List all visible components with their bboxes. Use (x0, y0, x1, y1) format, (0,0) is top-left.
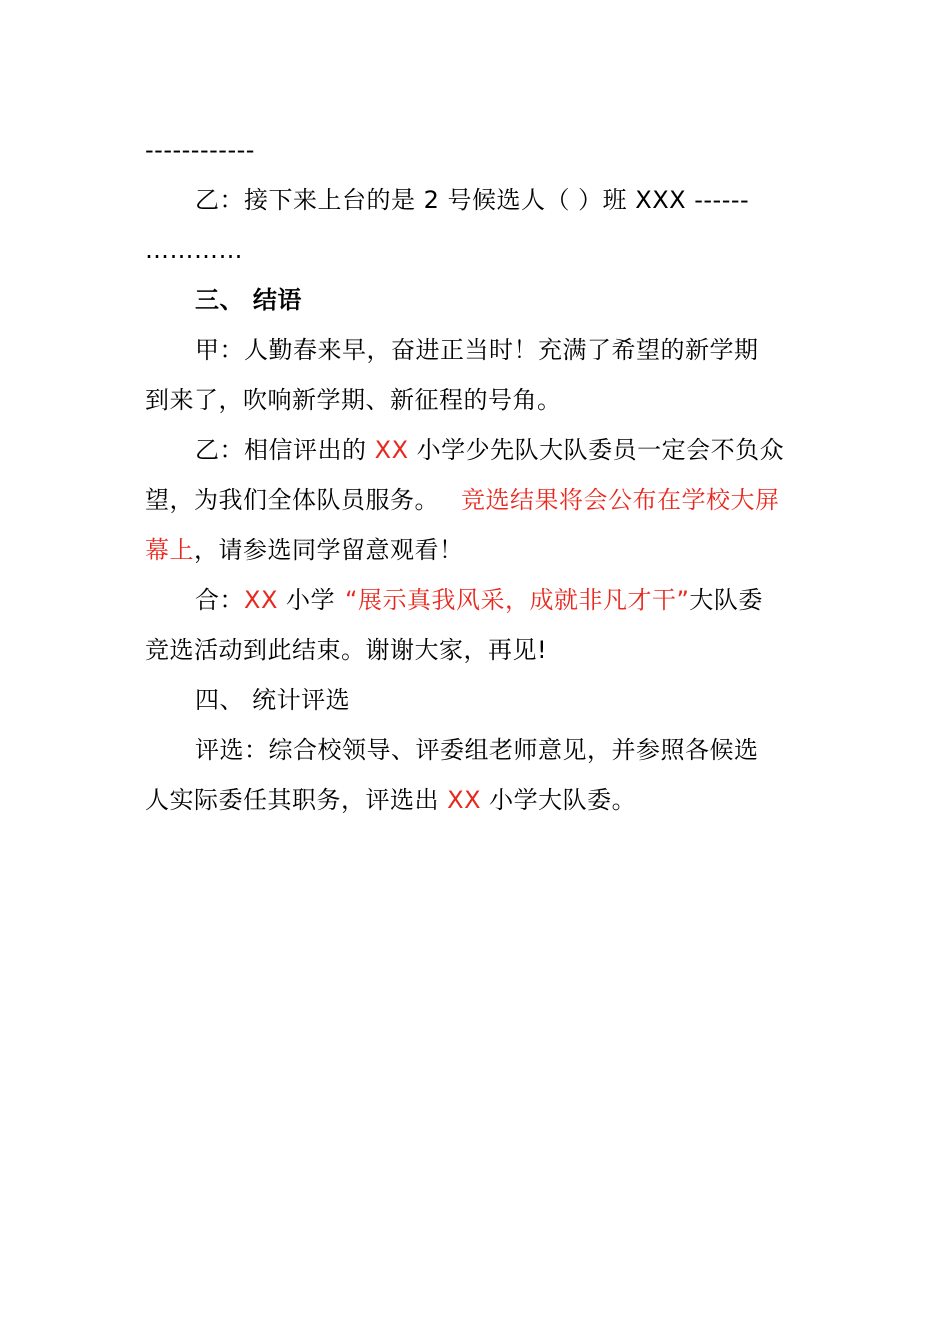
ellipsis-line: ………… (145, 236, 243, 264)
yi-line-1-prefix: 乙：相信评出的 (195, 436, 375, 464)
jia-line-2: 到来了，吹响新学期、新征程的号角。 (145, 386, 562, 414)
yi-line-2 (145, 484, 810, 516)
selection-line-1: 评选：综合校领导、评委组老师意见，并参照各候选 (195, 736, 759, 764)
school-name-highlight: XX (447, 786, 482, 814)
selection-line-2-suffix: 小学大队委。 (481, 786, 637, 814)
he-line-1-suffix: 大队委 (689, 586, 763, 614)
jia-line-1: 甲：人勤春来早，奋进正当时！充满了希望的新学期 (195, 336, 759, 364)
yi-line-1 (195, 434, 810, 466)
speaker-yi: 乙： (195, 186, 244, 214)
continuation-dashes: ------------ (145, 136, 255, 164)
school-name-highlight: XX (374, 436, 409, 464)
he-line-1 (195, 584, 810, 616)
candidate-intro-text: 接下来上台的是 2 号候选人（ ）班 XXX ------ (244, 186, 750, 214)
event-slogan-highlight: “展示真我风采，成就非凡才干” (345, 586, 690, 614)
he-line-2: 竞选活动到此结束。谢谢大家，再见! (145, 636, 548, 664)
yi-line-3-text: ，请参选同学留意观看！ (194, 536, 464, 564)
section-three-heading: 三、 结语 (195, 286, 302, 314)
yi-line-3 (145, 534, 810, 566)
he-line-1-school-suffix: 小学 (277, 586, 336, 614)
selection-line-2-prefix: 人实际委任其职务，评选出 (145, 786, 448, 814)
yi-line-2-text: 望，为我们全体队员服务。 (145, 486, 439, 514)
school-name-highlight: XX (244, 586, 278, 614)
result-notice-highlight: 竞选结果将会公布在学校大屏 (461, 486, 780, 514)
he-line-1-prefix: 合： (195, 586, 244, 614)
section-four-heading: 四、 统计评选 (195, 686, 351, 714)
selection-line-2 (145, 784, 810, 816)
yi-line-1-suffix: 小学少先队大队委员一定会不负众 (408, 436, 785, 464)
result-notice-highlight-end: 幕上 (145, 536, 194, 564)
candidate-intro-line (195, 184, 810, 216)
